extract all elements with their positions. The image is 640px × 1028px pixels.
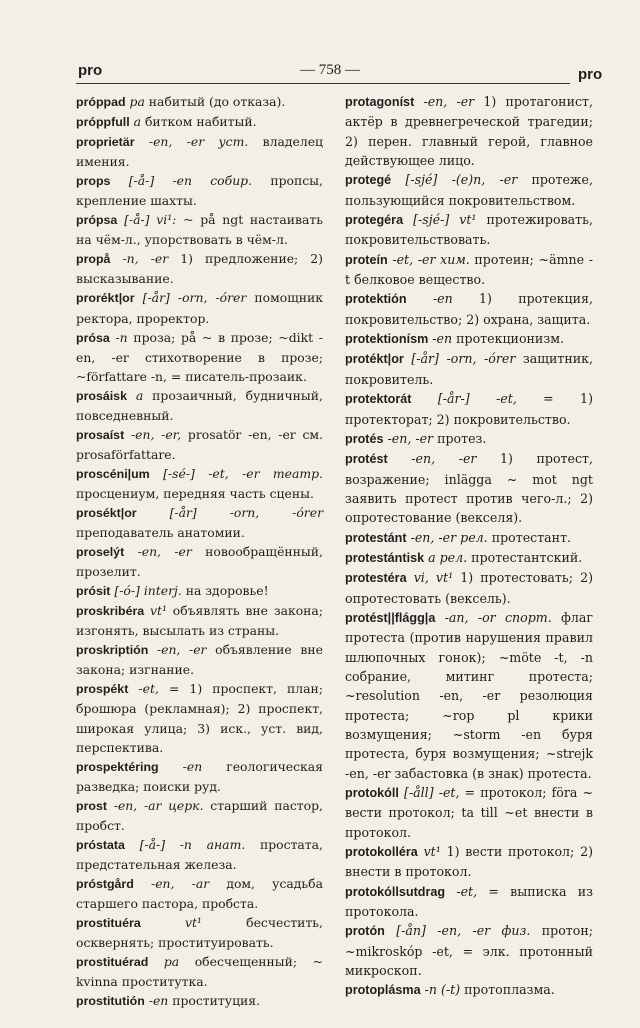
- headword: protestánt: [345, 530, 407, 545]
- grammar-note: [-å-] -en собир.: [128, 173, 253, 189]
- dictionary-entry: [76, 601, 323, 640]
- grammar-note: -et, =: [138, 681, 180, 697]
- dictionary-entry: [76, 328, 323, 386]
- grammar-note: vt¹: [423, 844, 441, 860]
- headword: protést||flágg|a: [345, 610, 436, 625]
- dictionary-entry: [76, 425, 323, 464]
- grammar-note: -an, -or спорт.: [444, 609, 552, 625]
- grammar-note: [-å-] vi¹:: [124, 212, 177, 228]
- definition: 1) предложение; 2) высказывание.: [76, 251, 323, 287]
- definition: проза; på ~ в прозе; ~dikt -en, -er стихотворение в прозе; ~författare -n, = писатель-прозаик.: [76, 329, 323, 384]
- dictionary-entry: [345, 528, 593, 548]
- dictionary-entry: [345, 449, 593, 527]
- headword: protektionísm: [345, 332, 429, 347]
- grammar-note: vi, vt¹: [413, 570, 454, 586]
- definition: защитник, покровитель.: [345, 351, 593, 387]
- definition: протежировать, покровительствовать.: [345, 212, 593, 248]
- headword: propå: [76, 252, 111, 267]
- definition: новообращённый, прозелит.: [76, 544, 323, 580]
- dictionary-entry: [345, 250, 593, 290]
- headword: prósa: [76, 330, 110, 345]
- headword: protést: [345, 452, 388, 467]
- grammar-note: -et, -er хим.: [392, 251, 470, 267]
- grammar-note: -en, -er: [137, 544, 192, 560]
- headword: proteín: [345, 252, 388, 267]
- dictionary-entry: [76, 796, 323, 835]
- definition: битком набитый.: [141, 114, 257, 130]
- definition: преподаватель анатомии.: [76, 525, 245, 541]
- grammar-note: [-sjé] -(e)n, -er: [405, 172, 518, 188]
- headword: prostituéra: [76, 915, 141, 930]
- headword: prospékt: [76, 682, 129, 697]
- dictionary-entry: [345, 548, 593, 568]
- grammar-note: a: [133, 114, 142, 130]
- right-column: [345, 92, 593, 1001]
- headword: protokóll: [345, 786, 399, 801]
- dictionary-entry: [345, 289, 593, 329]
- headword: protestántisk: [345, 550, 425, 565]
- definition: 1) протекторат; 2) покровительство.: [345, 391, 593, 427]
- grammar-note: -en, -ar: [151, 875, 210, 891]
- dictionary-entry: [345, 608, 593, 783]
- headword: proskribéra: [76, 604, 145, 619]
- headword: próppad: [76, 95, 126, 109]
- dictionary-entry: [345, 329, 593, 349]
- definition: выписка из протокола.: [345, 883, 593, 920]
- dictionary-entry: [345, 210, 593, 250]
- definition: prosatör -en, -er см. prosaförfattare.: [76, 426, 323, 462]
- grammar-note: [-år-] -et, =: [437, 391, 554, 407]
- grammar-note: -en: [148, 993, 169, 1009]
- headword: prost: [76, 798, 107, 813]
- grammar-note: -en, -er: [387, 430, 434, 446]
- dictionary-entry: [76, 874, 323, 913]
- running-head-left: pro: [78, 62, 103, 79]
- dictionary-entry: [76, 464, 323, 503]
- dictionary-entry: [76, 679, 323, 756]
- running-head-right: pro: [578, 66, 603, 83]
- headword: protagoníst: [345, 95, 415, 109]
- dictionary-entry: [76, 991, 323, 1011]
- grammar-note: [-sé-] -et, -er театр.: [163, 465, 323, 481]
- definition: на здоровье!: [181, 583, 269, 599]
- dictionary-entry: [345, 980, 593, 1000]
- definition: протон; ~mikroskóp -et, = элк. протонный микроскоп.: [345, 923, 593, 979]
- definition: старший пастор, пробст.: [76, 797, 323, 833]
- headword: prosáisk: [76, 388, 127, 403]
- dictionary-entry: [76, 542, 323, 581]
- grammar-note: -en: [182, 758, 203, 774]
- headword: protékt|or: [345, 352, 404, 367]
- headword: protegé: [345, 173, 392, 188]
- headword: protektorát: [345, 392, 412, 407]
- definition: протестант.: [487, 529, 572, 545]
- headword: prostitutión: [76, 994, 145, 1009]
- headword: proskriptión: [76, 643, 149, 658]
- dictionary-entry: [76, 503, 323, 542]
- dictionary-entry: [345, 92, 593, 170]
- grammar-note: [-å-] -n анат.: [139, 836, 246, 852]
- definition: ~ på ngt настаивать на чём-л., упорствовать в чём-л.: [76, 212, 323, 248]
- definition: протестантский.: [467, 549, 583, 565]
- grammar-note: pa: [163, 954, 180, 970]
- grammar-note: vt¹: [184, 914, 202, 930]
- grammar-note: -n, -er: [122, 251, 169, 267]
- headword: próstata: [76, 837, 125, 852]
- headword: proselýt: [76, 545, 125, 560]
- headword: proprietär: [76, 135, 135, 150]
- grammar-note: -en, -er рел.: [410, 529, 488, 545]
- headword: protegéra: [345, 213, 404, 228]
- dictionary-entry: [345, 349, 593, 389]
- dictionary-entry: [76, 171, 323, 210]
- definition: прозаичный, будничный, повседневный.: [76, 387, 323, 423]
- headword: prosaíst: [76, 427, 125, 442]
- definition: набитый (до отказа).: [144, 94, 286, 109]
- grammar-note: [-år] -orn, -órer: [169, 504, 323, 520]
- dictionary-entry: [345, 568, 593, 608]
- definition: 1) протестовать; 2) опротестовать (вексель).: [345, 570, 593, 606]
- dictionary-entry: [76, 386, 323, 425]
- grammar-note: -en, -er: [156, 642, 207, 658]
- grammar-note: pa: [129, 94, 145, 109]
- definition: владелец имения.: [76, 134, 323, 170]
- grammar-note: vt¹: [150, 603, 167, 619]
- grammar-note: [-sjé-] vt¹: [413, 212, 477, 228]
- definition: проституция.: [168, 993, 261, 1009]
- dictionary-entry: [76, 210, 323, 249]
- headword: prósit: [76, 584, 111, 599]
- dictionary-entry: [345, 389, 593, 429]
- dictionary-entry: [76, 132, 323, 171]
- definition: протокол; föra ~ вести протокол; ta till ~et внести в протокол.: [345, 785, 593, 840]
- headword: protoplásma: [345, 983, 421, 998]
- dictionary-entry: [345, 170, 593, 210]
- headword: prosékt|or: [76, 505, 137, 520]
- definition: объявление вне закона; изгнание.: [76, 642, 323, 678]
- headword: protestéra: [345, 571, 407, 586]
- headword: protés: [345, 431, 384, 446]
- headword: prorékt|or: [76, 291, 135, 306]
- definition: протеже, пользующийся покровительством.: [345, 172, 593, 208]
- definition: дом, усадьба старшего пастора, пробста.: [76, 875, 323, 911]
- dictionary-entry: [76, 288, 323, 327]
- grammar-note: -en: [432, 291, 453, 307]
- grammar-note: -en, -er: [423, 94, 475, 109]
- definition: протекционизм.: [452, 331, 564, 347]
- headword: própsa: [76, 213, 118, 228]
- left-column: [76, 92, 323, 1011]
- definition: протоплазма.: [460, 982, 555, 998]
- header-rule: [76, 83, 570, 84]
- grammar-note: a рел.: [428, 549, 468, 565]
- definition: 1) проспект, план; брошюра (рекламная); 2) проспект, широкая улица; 3) иск., уст. вид, перспектива.: [76, 681, 323, 755]
- definition: геологическая разведка; поиски руд.: [76, 758, 323, 794]
- dictionary-entry: [76, 913, 323, 952]
- definition: флаг протеста (против нарушения правил шлюпочных гонок); ~möte -t, -n собрание, митинг протеста; ~resolution -en, -er резолюция протеста; ~rop pl крики возмущения; ~storm -en буря протеста, буря возмущения; ~strejk -en, -er забастовка (в знак) протеста.: [345, 609, 593, 781]
- dictionary-entry: [345, 882, 593, 922]
- grammar-note: -n (-t): [424, 982, 461, 998]
- definition: бесчестить, осквернять; проституировать.: [76, 914, 323, 951]
- dictionary-entry: [76, 581, 323, 601]
- grammar-note: [-åll] -et, =: [403, 785, 476, 801]
- dictionary-entry: [76, 640, 323, 679]
- dictionary-entry: [345, 429, 593, 449]
- grammar-note: -n: [115, 329, 128, 345]
- headword: proscéni|um: [76, 466, 150, 481]
- dictionary-entry: [76, 112, 323, 132]
- headword: próppfull: [76, 115, 130, 130]
- grammar-note: a: [135, 387, 144, 403]
- grammar-note: -en, -er: [411, 451, 477, 467]
- definition: 1) протест, возражение; inlägga ~ mot ngt заявить протест против чего-л.; 2) опротестование (векселя).: [345, 451, 593, 526]
- headword: prostituérad: [76, 955, 149, 970]
- grammar-note: -en, -ar церк.: [113, 797, 204, 813]
- headword: próstgård: [76, 876, 134, 891]
- grammar-note: -en: [432, 331, 453, 347]
- definition: 1) вести протокол; 2) внести в протокол.: [345, 844, 593, 880]
- grammar-note: [-år] -orn, -órer: [142, 290, 247, 306]
- headword: prospektéring: [76, 759, 159, 774]
- headword: protokóllsutdrag: [345, 884, 446, 899]
- grammar-note: -en, -er уст.: [148, 134, 249, 150]
- grammar-note: [-år] -orn, -órer: [411, 351, 516, 367]
- dictionary-entry: [76, 757, 323, 796]
- definition: обесчещенный; ~ kvinna проститутка.: [76, 954, 323, 990]
- definition: 1) протекция, покровительство; 2) охрана, защита.: [345, 291, 593, 327]
- headword: protokolléra: [345, 845, 418, 860]
- page-number: — 758 —: [300, 62, 360, 78]
- definition: объявлять вне закона; изгонять, высылать из страны.: [76, 603, 323, 639]
- definition: 1) протагонист, актёр в древнегреческой трагедии; 2) перен. главный герой, главное действующее лицо.: [345, 94, 593, 169]
- dictionary-entry: [345, 842, 593, 882]
- definition: помощник ректора, проректор.: [76, 290, 323, 326]
- headword: protektión: [345, 292, 407, 307]
- definition: пропсы, крепление шахты.: [76, 173, 323, 209]
- grammar-note: -et, =: [456, 883, 499, 899]
- dictionary-entry: [345, 921, 593, 980]
- dictionary-entry: [76, 92, 323, 112]
- dictionary-entry: [76, 952, 323, 991]
- grammar-note: -en, -er,: [130, 426, 182, 442]
- definition: просцениум, передняя часть сцены.: [76, 485, 314, 501]
- headword: props: [76, 174, 111, 189]
- dictionary-entry: [76, 835, 323, 874]
- definition: протез.: [433, 430, 487, 446]
- definition: протеин; ~ämne -t белковое вещество.: [345, 251, 593, 288]
- grammar-note: [-ó-] interj.: [114, 583, 182, 599]
- definition: простата, предстательная железа.: [76, 836, 323, 872]
- dictionary-entry: [345, 783, 593, 842]
- headword: protón: [345, 924, 385, 939]
- dictionary-entry: [76, 249, 323, 288]
- grammar-note: [-ån] -en, -er физ.: [396, 923, 531, 939]
